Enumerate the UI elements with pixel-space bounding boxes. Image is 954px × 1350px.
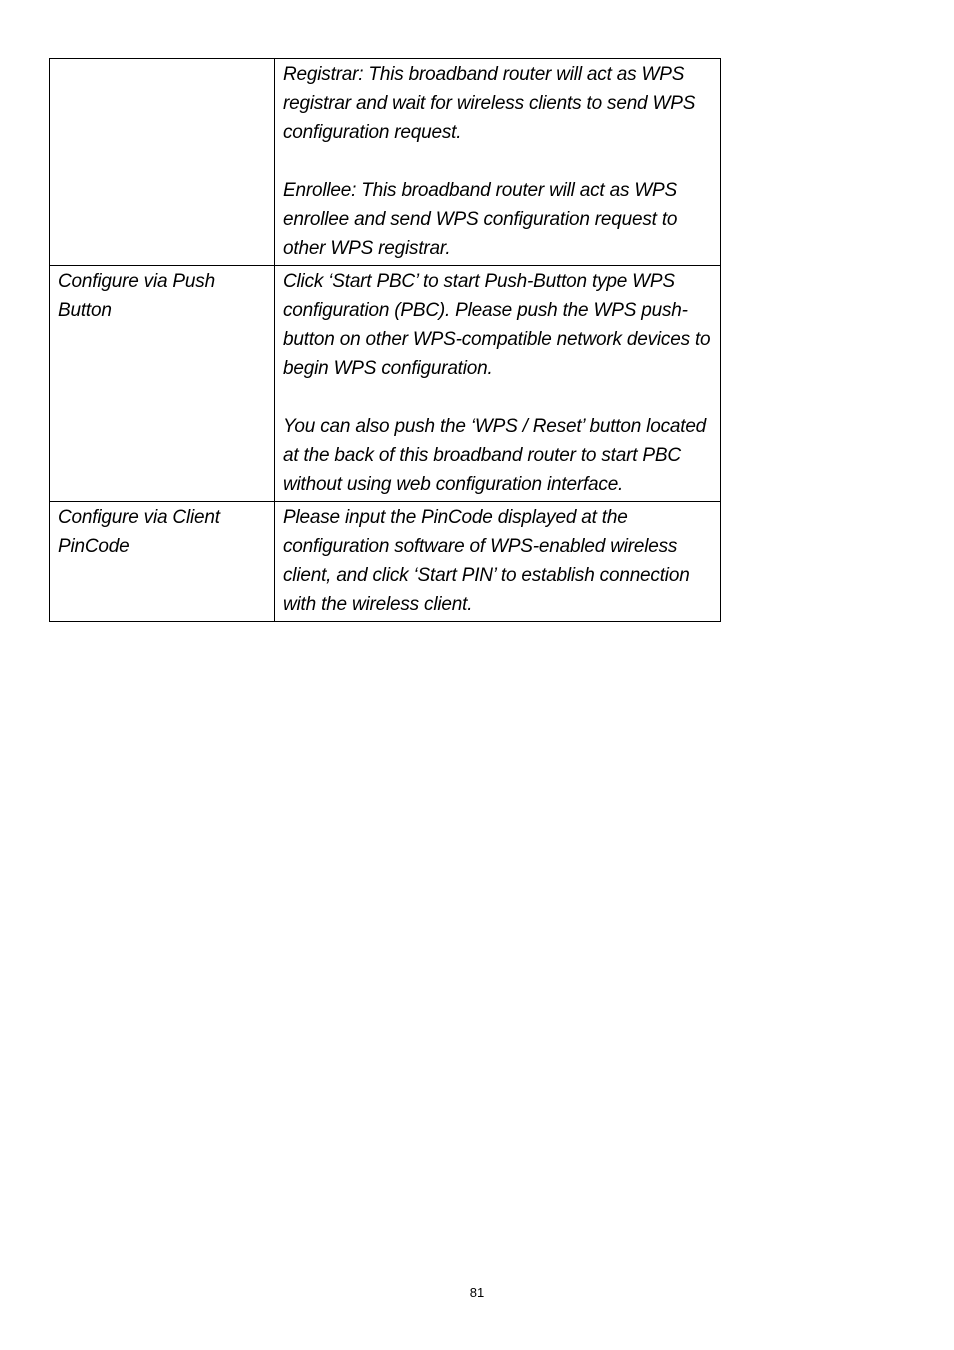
description-paragraph: Click ‘Start PBC’ to start Push-Button type WPS configuration (PBC). Please push the WPS push-button on other WPS-compatible network devices to begin WPS configuration. — [283, 271, 711, 379]
table-row — [50, 502, 721, 622]
row-label: Configure via Push Button — [50, 266, 275, 502]
table-row — [50, 266, 721, 502]
row-label — [50, 59, 275, 266]
row-label: Configure via Client PinCode — [50, 502, 275, 622]
description-paragraph: You can also push the ‘WPS / Reset’ button located at the back of this broadband router to start PBC without using web configuration interface. — [283, 416, 707, 495]
description-paragraph: Registrar: This broadband router will act as WPS registrar and wait for wireless clients to send WPS configuration request. — [283, 64, 696, 143]
settings-description-table — [49, 58, 721, 622]
table-row — [50, 59, 721, 266]
row-description — [275, 502, 721, 622]
row-description — [275, 59, 721, 266]
description-paragraph: Enrollee: This broadband router will act as WPS enrollee and send WPS configuration request to other WPS registrar. — [283, 180, 678, 259]
row-description — [275, 266, 721, 502]
page-number: 81 — [469, 1285, 485, 1300]
description-paragraph: Please input the PinCode displayed at the configuration software of WPS-enabled wireless client, and click ‘Start PIN’ to establish connection with the wireless client. — [283, 507, 690, 615]
